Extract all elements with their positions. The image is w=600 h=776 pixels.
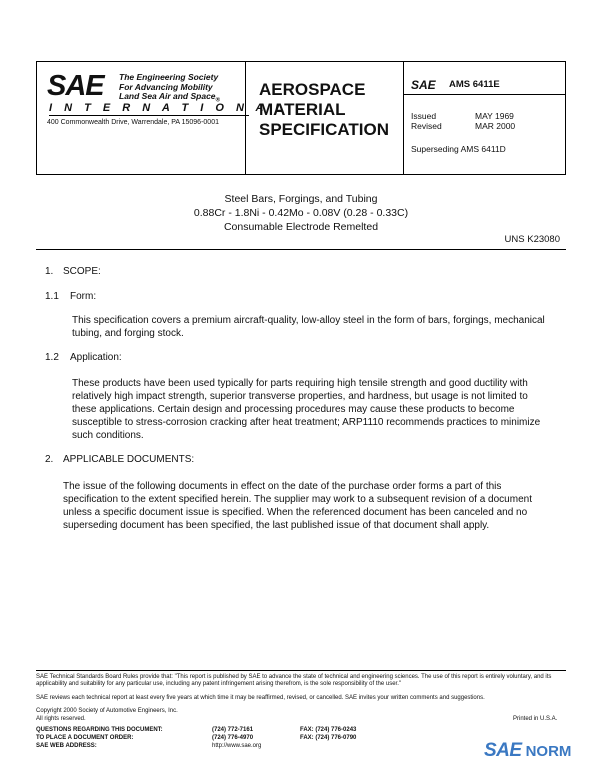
spec-header-box — [36, 61, 566, 175]
header-divider — [403, 62, 404, 174]
doc-title-line: 0.88Cr - 1.8Ni - 0.42Mo - 0.08V (0.28 - 0.33C) — [193, 207, 409, 219]
footer-questions-fax: FAX: (724) 776-0243 — [300, 727, 357, 733]
header-divider — [403, 94, 565, 95]
footer-order-phone: (724) 776-4970 — [212, 735, 254, 741]
logo-underline — [49, 115, 249, 116]
spec-type-title: AEROSPACE MATERIAL SPECIFICATION — [259, 80, 390, 139]
sae-small-logo: SAE — [411, 78, 436, 92]
section-number: 1.1 — [45, 291, 59, 302]
section-paragraph: This specification covers a premium aircraft-quality, low-alloy steel in the form of bars, forgings, mechanical tubing, and forging stock. — [72, 315, 545, 339]
footer-printed: Printed in U.S.A. — [513, 716, 558, 722]
footer-order-label: TO PLACE A DOCUMENT ORDER: — [36, 735, 134, 741]
revised-label: Revised — [411, 121, 442, 131]
uns-number: UNS K23080 — [504, 234, 560, 245]
footer-questions-label: QUESTIONS REGARDING THIS DOCUMENT: — [36, 727, 163, 733]
section-heading: Form: — [70, 291, 97, 302]
ams-number: AMS 6411E — [449, 79, 500, 90]
section-heading: Application: — [70, 352, 122, 363]
footer-questions-phone: (724) 772-7161 — [212, 727, 254, 733]
section-number: 1.2 — [45, 352, 59, 363]
footer-policy: SAE Technical Standards Board Rules provide that: "This report is published by SAE to advance the state of technical and engineering sciences. The use of this report is entirely voluntary, and its applicability and suitability for any particular use, including any patent infringement arising therefrom, is the sole responsibility of the user." — [36, 674, 552, 687]
doc-title-line: Steel Bars, Forgings, and Tubing — [224, 193, 378, 205]
footer-order-fax: FAX: (724) 776-0790 — [300, 735, 357, 741]
issued-date: MAY 1969 — [475, 111, 514, 121]
footer-copyright: Copyright 2000 Society of Automotive Engineers, Inc. — [36, 708, 178, 714]
sae-address: 400 Commonwealth Drive, Warrendale, PA 15096-0001 — [47, 119, 219, 126]
superseding-note: Superseding AMS 6411D — [411, 144, 506, 154]
title-separator — [36, 249, 566, 250]
footer-rights: All rights reserved. — [36, 716, 86, 722]
section-number: 2. — [45, 454, 54, 465]
sae-norm-watermark: SAE NORM — [484, 740, 572, 761]
issued-label: Issued — [411, 111, 437, 121]
section-heading: APPLICABLE DOCUMENTS: — [63, 454, 195, 465]
sae-logo: SAE — [47, 70, 104, 102]
footer-web-label: SAE WEB ADDRESS: — [36, 743, 97, 749]
society-tagline: The Engineering Society For Advancing Mobility Land Sea Air and Space$_®$ — [119, 72, 220, 104]
section-paragraph: These products have been used typically for parts requiring high tensile strength and good ductility with relatively high impact strength, superior transverse properties, and hardness, but usage is not limited to these applications. Certain design and processing procedures may cause these products to become susceptible to stress-corrosion cracking after heat treatment; ARP1110 recommends practices to minimize such conditions. — [72, 378, 541, 441]
section-paragraph: The issue of the following documents in effect on the date of the purchase order forms a part of this specification to the extent specified herein. The supplier may work to a subsequent revision of a document unless a specific document issue is specified. When the referenced document has been canceled and no superseding document has been specified, the last published issue of that document shall apply. — [63, 481, 532, 531]
section-number: 1. — [45, 266, 54, 277]
footer-separator — [36, 670, 566, 671]
doc-title-line: Consumable Electrode Remelted — [223, 221, 379, 233]
international-label: I N T E R N A T I O N A L — [49, 102, 287, 114]
footer-web-link[interactable]: http://www.sae.org — [212, 743, 262, 749]
header-divider — [245, 62, 246, 174]
footer-policy: SAE reviews each technical report at least every five years at which time it may be reaffirmed, revised, or cancelled. SAE invites your written comments and suggestions. — [36, 695, 485, 701]
revised-date: MAR 2000 — [475, 121, 516, 131]
section-heading: SCOPE: — [63, 266, 101, 277]
